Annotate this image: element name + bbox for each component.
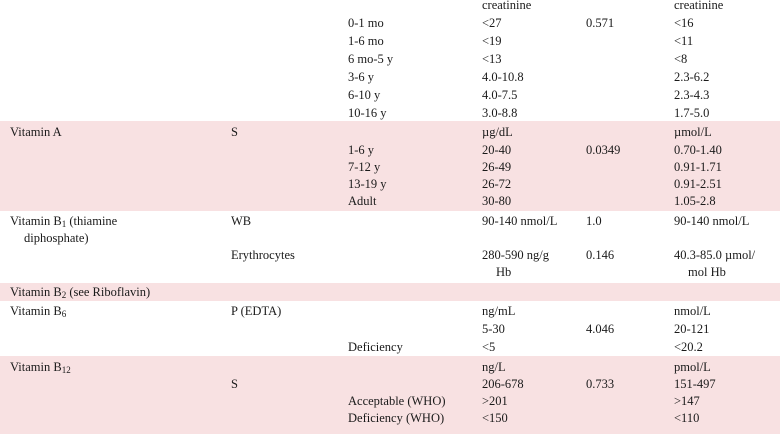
conv-value: 5-30 (482, 322, 505, 336)
age-range: 6 mo-5 y (348, 52, 394, 66)
conversion-factor: 0.571 (586, 16, 615, 30)
age-range: 6-10 y (348, 88, 381, 102)
conv-value: <5 (482, 340, 496, 354)
condition-label: Acceptable (WHO) (348, 394, 446, 408)
analyte-subscript: 2 (61, 290, 67, 300)
si-value: 2.3-6.2 (674, 70, 710, 84)
conversion-factor: 4.046 (586, 322, 615, 336)
si-value: 2.3-4.3 (674, 88, 710, 102)
specimen: S (231, 377, 238, 391)
analyte-name (10, 212, 117, 230)
age-range: 3-6 y (348, 70, 375, 84)
si-value: 1.7-5.0 (674, 106, 710, 120)
conv-value: <150 (482, 411, 508, 425)
si-value: <8 (674, 52, 688, 66)
conv-unit: ng/mL (482, 304, 516, 318)
conv-value: 4.0-10.8 (482, 70, 524, 84)
si-value-line2: mol Hb (688, 265, 726, 279)
conv-unit: µg/dL (482, 125, 513, 139)
specimen: WB (231, 214, 252, 228)
age-range: Adult (348, 194, 377, 208)
specimen: P (EDTA) (231, 304, 282, 318)
analyte-name (10, 358, 71, 376)
analyte-name (10, 302, 66, 320)
conversion-factor: 1.0 (586, 214, 602, 228)
si-value: 151-497 (674, 377, 716, 391)
analyte-name-prefix: Vitamin B (10, 360, 62, 374)
conversion-factor: 0.146 (586, 248, 615, 262)
age-range: 1-6 mo (348, 34, 384, 48)
si-value: <110 (674, 411, 700, 425)
conv-value-line2: Hb (496, 265, 512, 279)
si-value: >147 (674, 394, 700, 408)
si-unit: nmol/L (674, 304, 711, 318)
conv-value: 30-80 (482, 194, 512, 208)
analyte-name-suffix: (thiamine (66, 214, 118, 228)
analyte-name: Vitamin A (10, 125, 62, 139)
conv-value: 280-590 ng/g (482, 248, 550, 262)
conv-value: 206-678 (482, 377, 524, 391)
vitamin-a-band (0, 121, 780, 211)
analyte-subscript: 1 (61, 219, 67, 229)
age-range: 7-12 y (348, 160, 381, 174)
conversion-factor: 0.733 (586, 377, 615, 391)
analyte-name (10, 283, 150, 301)
si-value: <20.2 (674, 340, 703, 354)
condition-label: Deficiency (348, 340, 403, 354)
conv-value: 26-49 (482, 160, 512, 174)
si-unit: pmol/L (674, 360, 711, 374)
si-value: 20-121 (674, 322, 710, 336)
si-value: 1.05-2.8 (674, 194, 716, 208)
si-value: 90-140 nmol/L (674, 214, 750, 228)
age-range: 13-19 y (348, 177, 387, 191)
si-value: <11 (674, 34, 694, 48)
conv-value: 20-40 (482, 143, 512, 157)
analyte-name-line2: diphosphate) (24, 231, 89, 245)
si-value: 40.3-85.0 µmol/ (674, 248, 756, 262)
si-value: 0.91-1.71 (674, 160, 722, 174)
conv-unit-creatinine: creatinine (482, 0, 532, 12)
specimen: Erythrocytes (231, 248, 295, 262)
si-value: 0.70-1.40 (674, 143, 722, 157)
conv-unit: ng/L (482, 360, 506, 374)
age-range: 10-16 y (348, 106, 387, 120)
age-range: 1-6 y (348, 143, 375, 157)
conv-value: <27 (482, 16, 502, 30)
analyte-subscript: 12 (61, 365, 71, 375)
si-unit-creatinine: creatinine (674, 0, 724, 12)
specimen: S (231, 125, 238, 139)
conv-value: 26-72 (482, 177, 512, 191)
si-unit: µmol/L (674, 125, 712, 139)
conv-value: <13 (482, 52, 502, 66)
conv-value: 3.0-8.8 (482, 106, 518, 120)
conv-value: 4.0-7.5 (482, 88, 518, 102)
si-value: <16 (674, 16, 694, 30)
analyte-name-prefix: Vitamin B (10, 304, 62, 318)
analyte-name-prefix: Vitamin B (10, 214, 62, 228)
conv-value: 90-140 nmol/L (482, 214, 558, 228)
analyte-subscript: 6 (61, 309, 67, 319)
age-range: 0-1 mo (348, 16, 384, 30)
conversion-factor: 0.0349 (586, 143, 621, 157)
conv-value: <19 (482, 34, 502, 48)
analyte-name-prefix: Vitamin B (10, 285, 62, 299)
condition-label: Deficiency (WHO) (348, 411, 445, 425)
si-value: 0.91-2.51 (674, 177, 722, 191)
conv-value: >201 (482, 394, 508, 408)
analyte-name-suffix: (see Riboflavin) (66, 285, 151, 299)
